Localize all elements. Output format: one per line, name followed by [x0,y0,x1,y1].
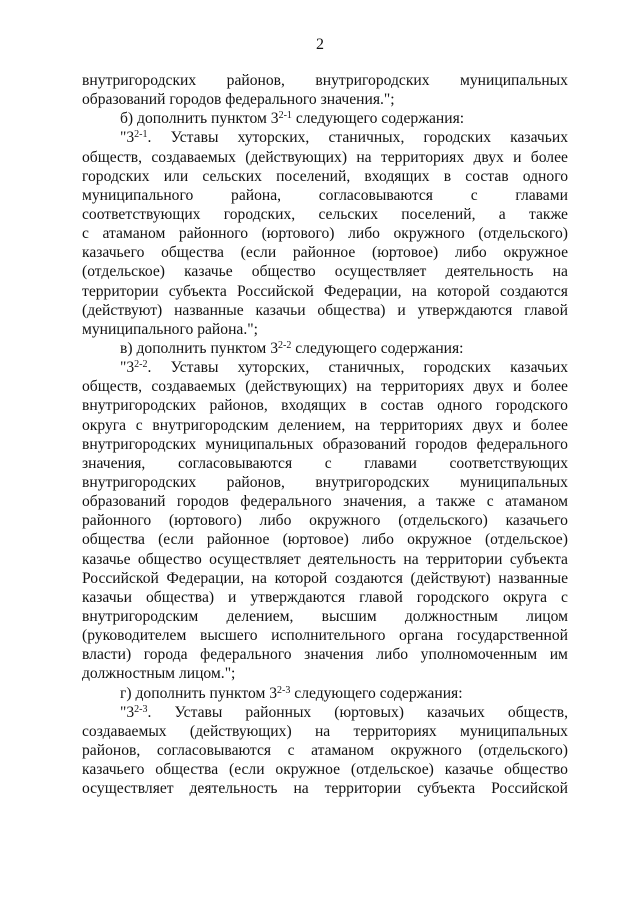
word: станичных, [328,129,405,147]
word: (юртового) [261,225,335,243]
word: согласовываются [318,186,433,204]
text-line [82,607,568,626]
word: сельских [202,167,262,185]
word: содержания: [381,110,465,128]
text-line [82,358,568,377]
word: либо [376,646,409,664]
word: дополнить [137,110,208,128]
word: входящих [281,397,347,415]
word: муниципальных [460,72,568,89]
word: пунктом [210,339,267,357]
word: соответствующих [449,454,568,472]
word: муниципальных [205,435,314,453]
word: казачьего [505,512,568,530]
word: внутригородских [82,397,197,415]
word: городов [169,91,222,109]
word: внутригородским [82,607,199,625]
word: федерального [225,91,317,109]
word: деятельность [189,780,278,798]
word: "3$^{2-2}$. [120,359,152,377]
word: внутригородским [152,416,269,434]
text-line [82,550,568,569]
word: входящих [364,167,430,185]
word: территории [324,780,402,798]
word: следующего [294,684,376,702]
word: городов [415,435,468,453]
word: казачьих [427,703,485,721]
word: с [135,416,143,434]
word: Федерации, [166,569,245,587]
word: утверждаются [417,301,513,319]
word: образований [82,493,166,511]
word: а [498,205,506,223]
word: территориях [380,148,465,166]
word: состав [465,167,509,185]
word: с [324,454,332,472]
text-line [82,779,568,798]
word: казачье [444,761,494,779]
word: окружное [503,244,568,262]
word: хуторских, [237,359,310,377]
word: содержания: [379,684,463,702]
word: г) [120,684,132,702]
word: главой [524,301,568,319]
word: внутригородских [315,473,430,491]
word: (действуют) [410,569,491,587]
word: на [356,148,372,166]
text-line [82,741,568,760]
word: с [82,225,89,243]
word: более [530,416,568,434]
word: (если [240,244,277,262]
text-line [82,224,568,243]
word: с [287,741,295,759]
word: окружного [390,741,462,759]
word: лицом [526,607,568,625]
word: муниципальных [460,473,568,491]
word: субъекта [509,550,568,568]
text-line [82,71,568,90]
word: Уставы [170,359,219,377]
word: районов, [226,473,285,491]
word: казачье [184,263,233,281]
word: на [356,378,372,396]
word: внутригородских [315,72,430,89]
text-line [82,339,568,358]
word: федерального [240,493,332,511]
word: городских [423,359,492,377]
word: органа [399,627,444,645]
text-line [82,492,568,511]
word: района, [231,186,282,204]
word: (отдельского) [398,512,488,530]
text-line [82,128,568,147]
text-line [82,760,568,779]
word: пунктом [211,110,267,128]
word: обществ, [82,378,143,396]
word: субъекта [168,282,227,300]
word: районного [82,512,152,530]
word: на [354,416,371,434]
text-line [82,377,568,396]
word: состав [380,397,424,415]
word: с [486,493,494,511]
word: обществ, [507,703,568,721]
word: названные [174,301,244,319]
word: станичных, [328,359,405,377]
word: пунктом [209,684,266,702]
word: и [397,301,406,319]
word: либо [259,512,292,530]
word: (отдельское) [350,761,434,779]
word: внутригородских [82,72,197,89]
word: создаваемых [151,148,236,166]
word: атаманом [505,493,568,511]
text-line [82,167,568,186]
word: более [530,378,568,396]
word: общества) [317,301,386,319]
text-line [82,530,568,549]
word: а [417,493,425,511]
document-body [82,71,568,798]
word: должностным [82,665,176,683]
word: районов, [226,72,285,89]
text-line [82,435,568,454]
word: власти) [82,646,132,664]
word: создаются [499,282,568,300]
word: городских [423,129,492,147]
text-line [82,262,568,281]
word: районного [178,225,249,243]
word: обществ, [82,148,143,166]
word: муниципальных [460,722,568,740]
word: осуществляет [209,550,301,568]
word: 3$^{2-1}$ [270,110,292,128]
word: значения, [82,454,146,472]
word: (отдельского) [478,741,568,759]
word: внутригородских [82,473,197,491]
text-line [82,320,568,339]
word: федерального [476,435,568,453]
text-line [82,205,568,224]
word: (отдельское) [82,263,165,281]
word: на [314,722,331,740]
word: районов, [209,397,268,415]
text-line [82,664,568,683]
word: "3$^{2-3}$. [120,703,152,721]
word: утверждаются [250,588,346,606]
word: на [411,282,427,300]
word: дополнить [136,339,207,357]
text-line [82,569,568,588]
word: с [561,588,568,606]
word: казачьего [82,244,145,262]
word: (действующих) [189,722,292,740]
word: (действующих) [245,378,348,396]
word: атаманом [102,225,166,243]
word: атаманом [311,741,374,759]
word: казачье [82,550,131,568]
word: Уставы [170,129,219,147]
word: окружное [407,531,472,549]
word: и [512,416,522,434]
page-number: 2 [316,36,324,53]
text-line [82,454,568,473]
word: общества [161,244,224,262]
word: двух [472,416,504,434]
text-line [82,703,568,722]
word: общества [155,761,219,779]
word: главами [364,454,417,472]
word: 3$^{2-2}$ [270,339,292,357]
word: окружного [309,512,381,530]
word: согласовываются [156,741,272,759]
word: либо [348,225,380,243]
word: Российской [82,569,159,587]
word: следующего [295,110,378,128]
text-line [82,473,568,492]
word: окружное [275,761,341,779]
word: лицом."; [178,665,236,683]
word: делением, [226,607,294,625]
text-line [82,511,568,530]
text-line [82,626,568,645]
word: делением, [278,416,346,434]
word: в [443,167,452,185]
word: более [530,148,568,166]
word: районное [206,531,270,549]
word: (юртовых) [334,703,404,721]
word: городских [82,167,150,185]
word: (если [158,531,194,549]
word: округа [82,416,127,434]
word: города [143,646,188,664]
word: городского [495,397,568,415]
word: двух [473,378,504,396]
word: деятельность [307,550,397,568]
text-line [82,109,568,128]
word: муниципального [82,186,194,204]
word: общества [82,531,145,549]
word: общество [251,263,316,281]
text-line [82,588,568,607]
word: Российской [491,780,568,798]
word: общества) [146,588,215,606]
word: казачьих [510,129,568,147]
word: высшим [321,607,377,625]
word: (если [229,761,265,779]
text-line [82,396,568,415]
word: "3$^{2-1}$. [120,129,152,147]
word: городов [176,493,229,511]
word: которой [437,282,490,300]
word: названные [498,569,568,587]
text-line [82,722,568,741]
word: внутригородских [82,435,197,453]
word: образований [82,91,166,109]
word: общество [504,761,568,779]
word: согласовываются [177,454,293,472]
word: (юртовое) [372,244,439,262]
word: районных [245,703,312,721]
word: сельских [318,205,379,223]
word: района."; [197,320,258,338]
word: территориях [380,378,465,396]
word: территории [82,282,159,300]
word: одного [522,167,568,185]
word: или [163,167,189,185]
text-line [82,416,568,435]
text-line [82,186,568,205]
word: городских, [223,205,296,223]
word: и [228,588,237,606]
word: значения, [343,493,407,511]
word: создаваемых [151,378,236,396]
word: (отдельское) [484,531,568,549]
word: которой [274,569,328,587]
word: казачьих [510,359,568,377]
word: в [359,397,368,415]
word: (действующих) [245,148,348,166]
word: двух [473,148,504,166]
text-line [82,684,568,703]
word: территориях [379,416,464,434]
word: территории [425,550,503,568]
text-line [82,243,568,262]
word: на [403,550,419,568]
word: деятельность [445,263,534,281]
text-line [82,645,568,664]
word: либо [454,244,487,262]
word: осуществляет [334,263,427,281]
word: поселений, [401,205,476,223]
word: осуществляет [82,780,174,798]
word: на [251,569,267,587]
word: в) [120,339,133,357]
word: следующего [295,339,377,357]
word: должностным [404,607,498,625]
word: б) [120,110,134,128]
word: главами [515,186,568,204]
word: создаются [334,569,403,587]
word: округа [502,588,548,606]
word: главой [359,588,403,606]
word: казачьи [255,301,306,319]
word: (действуют) [82,301,163,319]
word: также [528,205,568,223]
word: образований [322,435,407,453]
word: одного [437,397,483,415]
word: районное [292,244,356,262]
word: дополнить [135,684,206,702]
word: значения [304,646,364,664]
word: (руководителем [82,627,187,645]
word: (юртового) [168,512,242,530]
word: поселений, [276,167,351,185]
word: Уставы [174,703,223,721]
word: высшего [200,627,258,645]
word: соответствующих [82,205,201,223]
word: казачьи [82,588,133,606]
word: общество [137,550,202,568]
text-line [82,301,568,320]
word: (юртовое) [282,531,349,549]
word: (отдельского) [478,225,568,243]
word: либо [362,531,394,549]
word: на [293,780,309,798]
word: федерального [200,646,292,664]
word: Федерации, [324,282,402,300]
word: государственной [456,627,568,645]
word: создаваемых [82,722,167,740]
word: и [513,148,522,166]
word: субъекта [417,780,476,798]
word: на [552,263,568,281]
word: содержания: [380,339,464,357]
word: им [549,646,568,664]
text-line [82,90,568,109]
word: муниципального [82,320,194,338]
word: значения."; [320,91,395,109]
word: окружного [393,225,465,243]
word: хуторских, [237,129,310,147]
word: уполномоченным [420,646,538,664]
word: 3$^{2-3}$ [269,684,291,702]
word: районов, [82,741,141,759]
word: казачьего [82,761,145,779]
text-line [82,148,568,167]
text-line [82,282,568,301]
word: также [436,493,476,511]
word: исполнительного [271,627,386,645]
word: городского [416,588,489,606]
word: Российской [237,282,314,300]
word: и [513,378,522,396]
word: территориях [353,722,437,740]
word: с [470,186,478,204]
